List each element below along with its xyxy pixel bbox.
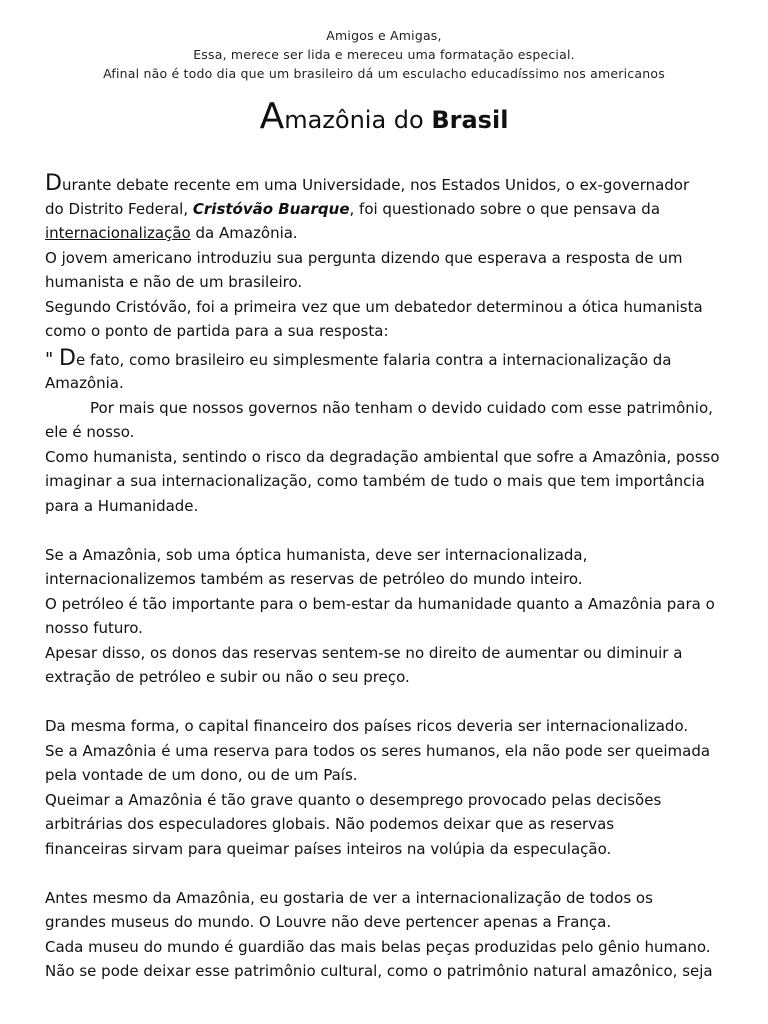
document-body [45,172,755,984]
text: e fato, como brasileiro eu simplesmente falaria contra a internacionalização da [75,350,672,369]
p1-line-1 [45,172,755,197]
title-bold: Brasil [431,106,509,134]
p2-line-7: para a Humanidade. [45,496,199,515]
p1-line-2 [45,197,755,222]
p4-line-4: Queimar a Amazônia é tão grave quanto o desemprego provocado pelas decisões [45,790,662,809]
p2-line-6: imaginar a sua internacionalização, como também de tudo o mais que tem importância [45,472,705,490]
title-rest: mazônia do [284,106,432,134]
p4-line-5: arbitrárias dos especuladores globais. Não podemos deixar que as reservas [45,815,615,833]
p3-line-4: nosso futuro. [45,619,143,637]
document-title [0,96,768,137]
p1-line-4: O jovem americano introduziu sua pergunta dizendo que esperava a resposta de um [45,248,683,267]
p3-line-6: extração de petróleo e subir ou não o seu preço. [45,668,410,686]
text: urante debate recente em uma Universidade, nos Estados Unidos, o ex-governador [61,176,690,194]
p4-line-3: pela vontade de um dono, ou de um País. [45,766,358,784]
p5-line-4: Não se pode deixar esse patrimônio cultural, como o patrimônio natural amazônico, seja [45,962,713,980]
p2-line-4: ele é nosso. [45,423,135,441]
p4-line-1: Da mesma forma, o capital financeiro dos países ricos deveria ser internacionalizado. [45,717,689,735]
p1-line-5: humanista e não de um brasileiro. [45,273,303,291]
p2-line-3: Por mais que nossos governos não tenham o devido cuidado com esse patrimônio, [90,398,713,417]
p2-line-1 [45,347,755,372]
p2-line-5: Como humanista, sentindo o risco da degradação ambiental que sofre a Amazônia, posso [45,447,720,466]
intro-line-2: Essa, merece ser lida e mereceu uma formatação especial. [193,47,575,62]
p5-line-3: Cada museu do mundo é guardião das mais belas peças produzidas pelo gênio humano. [45,937,711,956]
paragraph-gap [45,518,755,543]
title-initial: A [259,96,285,137]
person-name: Cristóvão Buarque [192,199,350,218]
p1-line-6: Segundo Cristóvão, foi a primeira vez que um debatedor determinou a ótica humanista [45,297,703,316]
text: da Amazônia. [190,224,298,242]
text: do Distrito Federal, [45,199,193,218]
drop-cap: D [59,345,76,371]
p2-line-2: Amazônia. [45,374,124,392]
intro-line-1: Amigos e Amigas, [326,28,442,43]
paragraph-gap [45,861,755,886]
drop-cap: D [45,171,62,196]
p3-line-3: O petróleo é tão importante para o bem-estar da humanidade quanto a Amazônia para o [45,594,715,613]
intro-line-3: Afinal não é todo dia que um brasileiro dá um esculacho educadíssimo nos americanos [103,66,665,81]
quote-mark: " [45,348,60,370]
p5-line-1: Antes mesmo da Amazônia, eu gostaria de ver a internacionalização de todos os [45,888,653,907]
text: , foi questionado sobre o que pensava da [349,199,661,218]
underlined-term: internacionalização [45,224,191,242]
p3-line-1: Se a Amazônia, sob uma óptica humanista, deve ser internacionalizada, [45,545,588,564]
p4-line-2: Se a Amazônia é uma reserva para todos os seres humanos, ela não pode ser queimada [45,741,711,760]
p1-line-3 [45,221,755,246]
paragraph-gap [45,690,755,715]
intro-note [0,26,768,83]
p3-line-2: internacionalizemos também as reservas de petróleo do mundo inteiro. [45,570,583,588]
p5-line-2: grandes museus do mundo. O Louvre não deve pertencer apenas a França. [45,913,612,931]
cut-off-text-line [80,1014,680,1024]
p3-line-5: Apesar disso, os donos das reservas sentem-se no direito de aumentar ou diminuir a [45,643,683,662]
p1-line-7: como o ponto de partida para a sua resposta: [45,322,389,340]
p4-line-6: financeiras sirvam para queimar países inteiros na volúpia da especulação. [45,839,612,858]
